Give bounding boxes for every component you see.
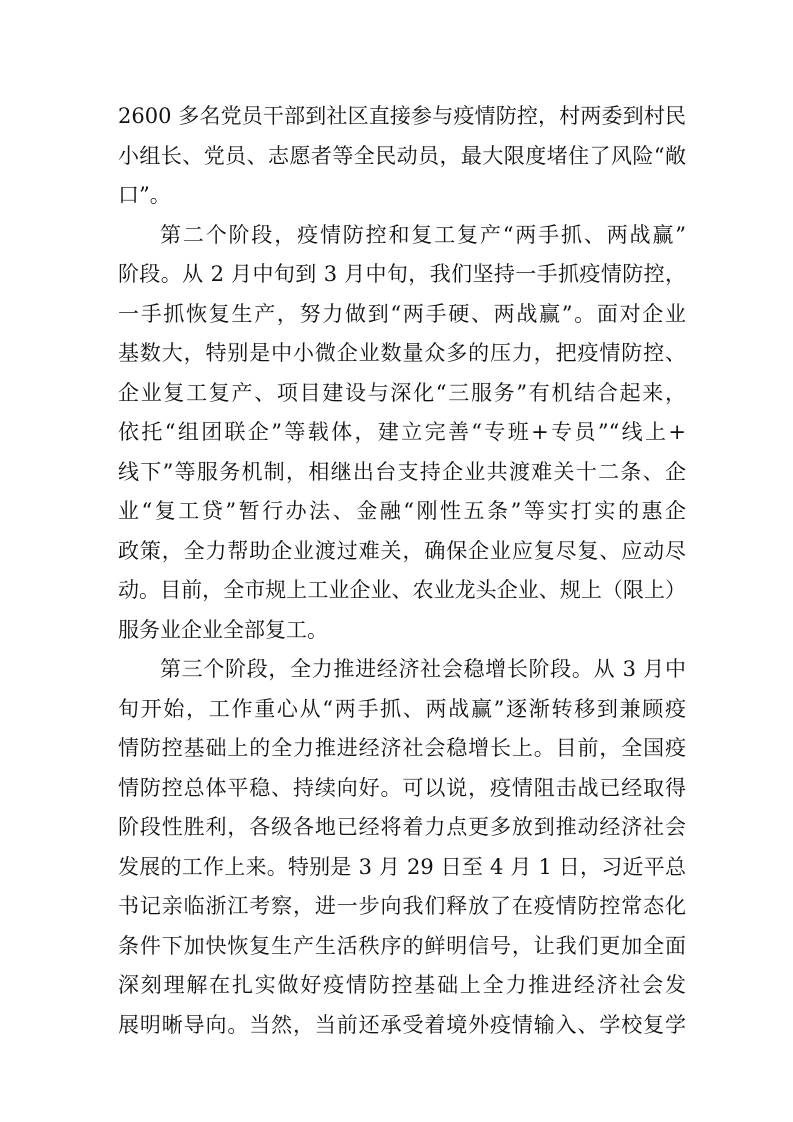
text-line: 小组长、党员、志愿者等全民动员，最大限度堵住了风险“敞 [118,143,686,168]
text-line: 线下”等服务机制，相继出台支持企业共渡难关十二条、企 [118,459,686,484]
text-line: 政策，全力帮助企业渡过难关，确保企业应复尽复、应动尽 [118,538,686,563]
text-line: 书记亲临浙江考察，进一步向我们释放了在疫情防控常态化 [118,894,686,918]
text-line: 发展的工作上来。特别是 3 月 29 日至 4 月 1 日，习近平总 [118,854,686,879]
text-line: 旬开始，工作重心从“两手抓、两战赢”逐渐转移到兼顾疫 [118,696,686,721]
paragraph-2 [118,216,686,651]
paragraph-3 [118,650,686,1045]
text-line: 第二个阶段，疫情防控和复工复产“两手抓、两战赢” [160,222,686,247]
text-line: 业“复工贷”暂行办法、金融“刚性五条”等实打实的惠企 [118,499,686,523]
text-line: 一手抓恢复生产，努力做到“两手硬、两战赢”。面对企业 [118,301,686,326]
document-page [118,97,686,1045]
text-line: 动。目前，全市规上工业企业、农业龙头企业、规上（限上） [118,578,686,602]
text-line: 阶段。从 2 月中旬到 3 月中旬，我们坚持一手抓疫情防控， [118,262,686,286]
text-line: 服务业企业全部复工。 [118,617,328,642]
text-line: 条件下加快恢复生产生活秩序的鲜明信号，让我们更加全面 [118,933,686,958]
text-line: 企业复工复产、项目建设与深化“三服务”有机结合起来， [118,380,686,405]
text-line: 口”。 [118,183,171,207]
text-line: 依托“组团联企”等载体，建立完善“专班+专员”“线上+ [118,420,686,444]
text-line: 第三个阶段，全力推进经济社会稳增长阶段。从 3 月中 [160,657,686,681]
text-line: 基数大，特别是中小微企业数量众多的压力，把疫情防控、 [118,341,686,365]
text-line: 2600 多名党员干部到社区直接参与疫情防控，村两委到村民 [118,104,686,128]
text-line: 展明晰导向。当然，当前还承受着境外疫情输入、学校复学 [118,1012,686,1037]
text-line: 阶段性胜利，各级各地已经将着力点更多放到推动经济社会 [118,815,686,839]
text-line: 情防控总体平稳、持续向好。可以说，疫情阻击战已经取得 [118,775,686,800]
text-line: 深刻理解在扎实做好疫情防控基础上全力推进经济社会发 [118,973,686,997]
paragraph-1 [118,97,686,216]
text-line: 情防控基础上的全力推进经济社会稳增长上。目前，全国疫 [118,736,686,760]
